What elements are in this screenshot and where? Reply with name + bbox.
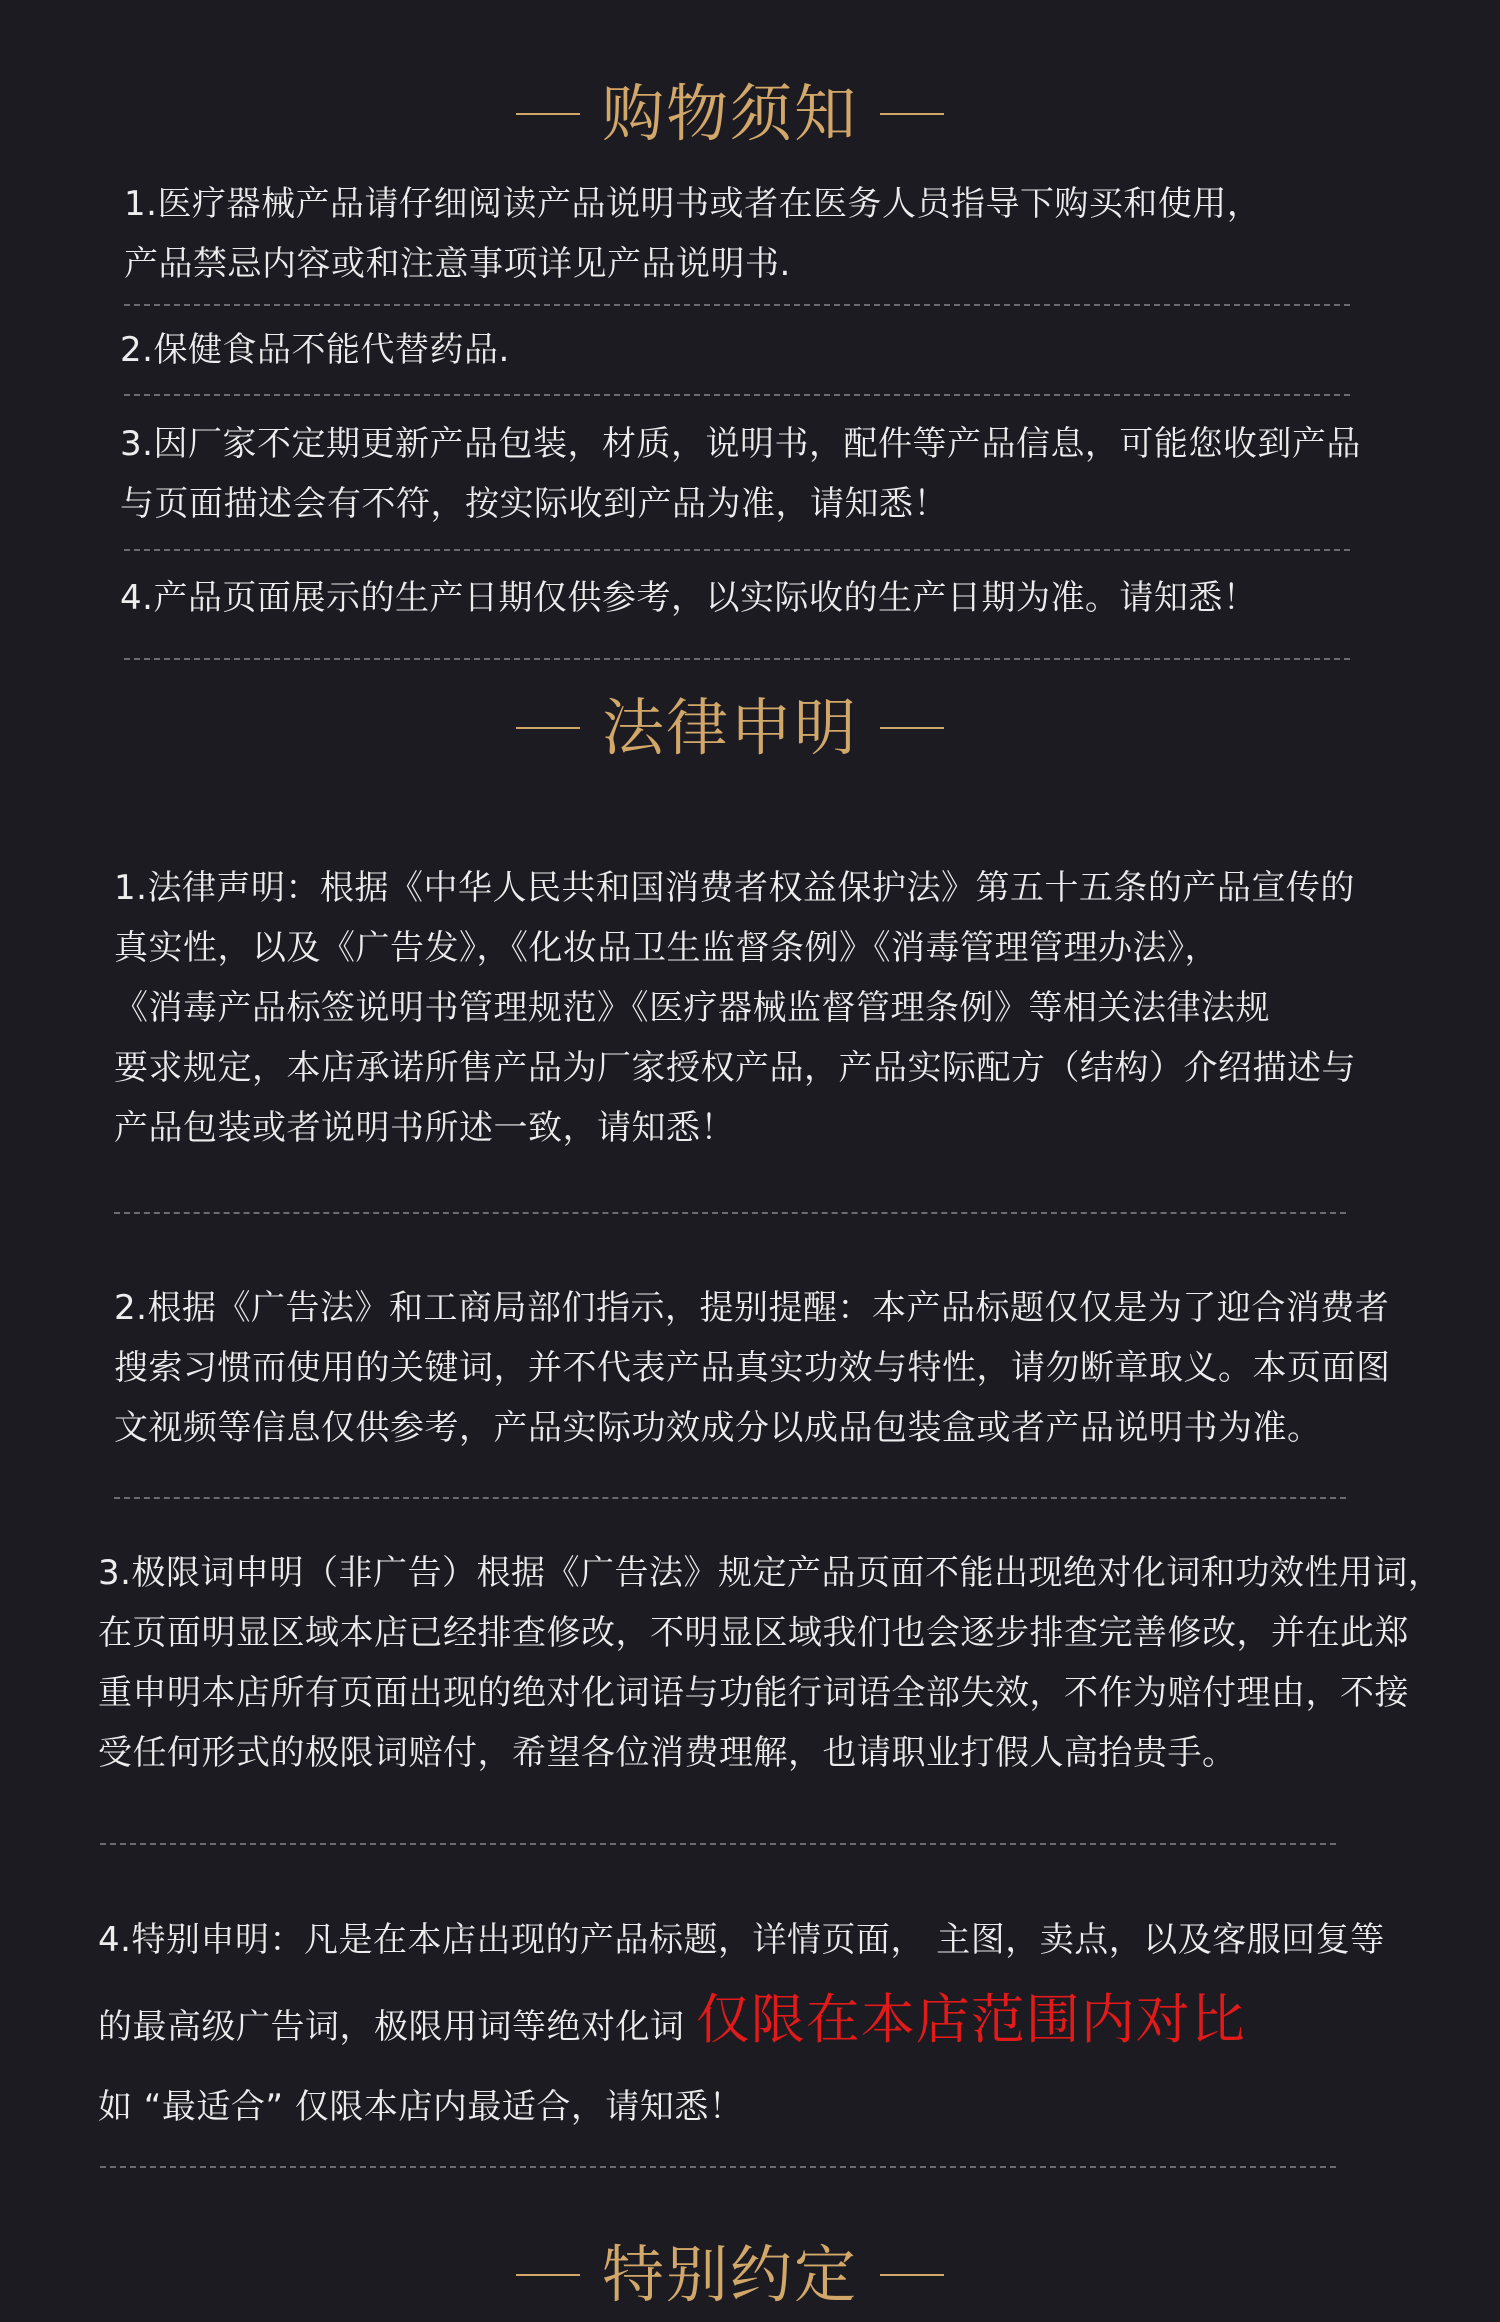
title-dash-right — [880, 727, 944, 729]
separator — [124, 304, 1350, 306]
special-agreement-title-text: 特别约定 — [601, 2238, 858, 2311]
legal-statement-title-text: 法律申明 — [601, 691, 858, 764]
separator — [114, 1212, 1346, 1214]
legal-item-3 — [98, 1543, 1442, 1783]
shopping-item-4-line-1: 4.产品页面展示的生产日期仅供参考，以实际收的生产日期为准。请知悉！ — [120, 578, 1258, 618]
separator — [124, 549, 1350, 551]
shopping-item-3-line-1: 3.因厂家不定期更新产品包装，材质，说明书，配件等产品信息，可能您收到产品 — [120, 424, 1361, 464]
separator — [124, 658, 1350, 660]
legal-item-1-line-2: 真实性，以及《广告发》，《化妆品卫生监督条例》《消毒管理管理办法》， — [114, 928, 1219, 968]
legal-item-3-line-1: 3.极限词申明（非广告）根据《广告法》规定产品页面不能出现绝对化词和功效性用词， — [98, 1553, 1443, 1593]
shopping-item-1-line-1: 1.医疗器械产品请仔细阅读产品说明书或者在医务人员指导下购买和使用， — [124, 184, 1262, 224]
legal-item-4-line-1: 4.特别申明：凡是在本店出现的产品标题，详情页面， 主图，卖点，以及客服回复等 — [98, 1920, 1385, 1960]
title-dash-left — [516, 2274, 580, 2276]
legal-item-1-line-1: 1.法律声明：根据《中华人民共和国消费者权益保护法》第五十五条的产品宣传的 — [114, 868, 1355, 908]
legal-item-2-line-1: 2.根据《广告法》和工商局部们指示，提别提醒：本产品标题仅仅是为了迎合消费者 — [114, 1288, 1390, 1328]
special-agreement-title — [0, 2238, 1460, 2311]
legal-item-1-line-3: 《消毒产品标签说明书管理规范》《医疗器械监督管理条例》等相关法律法规 — [114, 988, 1270, 1028]
legal-item-3-line-2: 在页面明显区域本店已经排查修改，不明显区域我们也会逐步排查完善修改，并在此郑 — [98, 1613, 1409, 1653]
title-dash-left — [516, 113, 580, 115]
shopping-item-3 — [120, 414, 1361, 534]
legal-item-2-line-3: 文视频等信息仅供参考，产品实际功效成分以成品包装盒或者产品说明书为准。 — [114, 1408, 1322, 1448]
separator — [124, 394, 1350, 396]
title-dash-left — [516, 727, 580, 729]
legal-item-2-line-2: 搜索习惯而使用的关键词，并不代表产品真实功效与特性，请勿断章取义。本页面图 — [114, 1348, 1391, 1388]
legal-statement-title — [0, 691, 1460, 764]
shopping-item-4 — [120, 568, 1257, 628]
shopping-item-1 — [124, 174, 1261, 294]
title-dash-right — [880, 2274, 944, 2276]
shopping-item-3-line-2: 与页面描述会有不符，按实际收到产品为准，请知悉！ — [120, 484, 948, 524]
legal-item-1-line-5: 产品包装或者说明书所述一致，请知悉！ — [114, 1108, 735, 1148]
shopping-notice-title — [0, 77, 1460, 150]
legal-item-3-line-4: 受任何形式的极限词赔付，希望各位消费理解，也请职业打假人高抬贵手。 — [98, 1733, 1237, 1773]
legal-item-1 — [114, 858, 1356, 1158]
legal-item-1-line-4: 要求规定，本店承诺所售产品为厂家授权产品，产品实际配方（结构）介绍描述与 — [114, 1048, 1356, 1088]
separator — [100, 1843, 1336, 1845]
legal-item-3-line-3: 重申明本店所有页面出现的绝对化词语与功能行词语全部失效，不作为赔付理由，不接 — [98, 1673, 1409, 1713]
title-dash-right — [880, 113, 944, 115]
legal-item-4 — [98, 1900, 1385, 2147]
legal-item-4-line-2 — [98, 1980, 1385, 2067]
shopping-item-1-line-2: 产品禁忌内容或和注意事项详见产品说明书. — [124, 244, 791, 284]
shopping-notice-title-text: 购物须知 — [601, 77, 858, 150]
legal-item-2 — [114, 1278, 1391, 1458]
legal-item-4-line-3: 如 “最适合” 仅限本店内最适合，请知悉！ — [98, 2087, 744, 2127]
separator — [100, 2166, 1336, 2168]
highlight-text: 仅限在本店范围内对比 — [695, 1988, 1246, 2051]
shopping-item-2-line-1: 2.保健食品不能代替药品. — [120, 330, 510, 370]
legal-item-4-line-2-text: 的最高级广告词，极限用词等绝对化词 — [98, 2007, 696, 2047]
shopping-item-2 — [120, 320, 510, 380]
separator — [114, 1497, 1346, 1499]
